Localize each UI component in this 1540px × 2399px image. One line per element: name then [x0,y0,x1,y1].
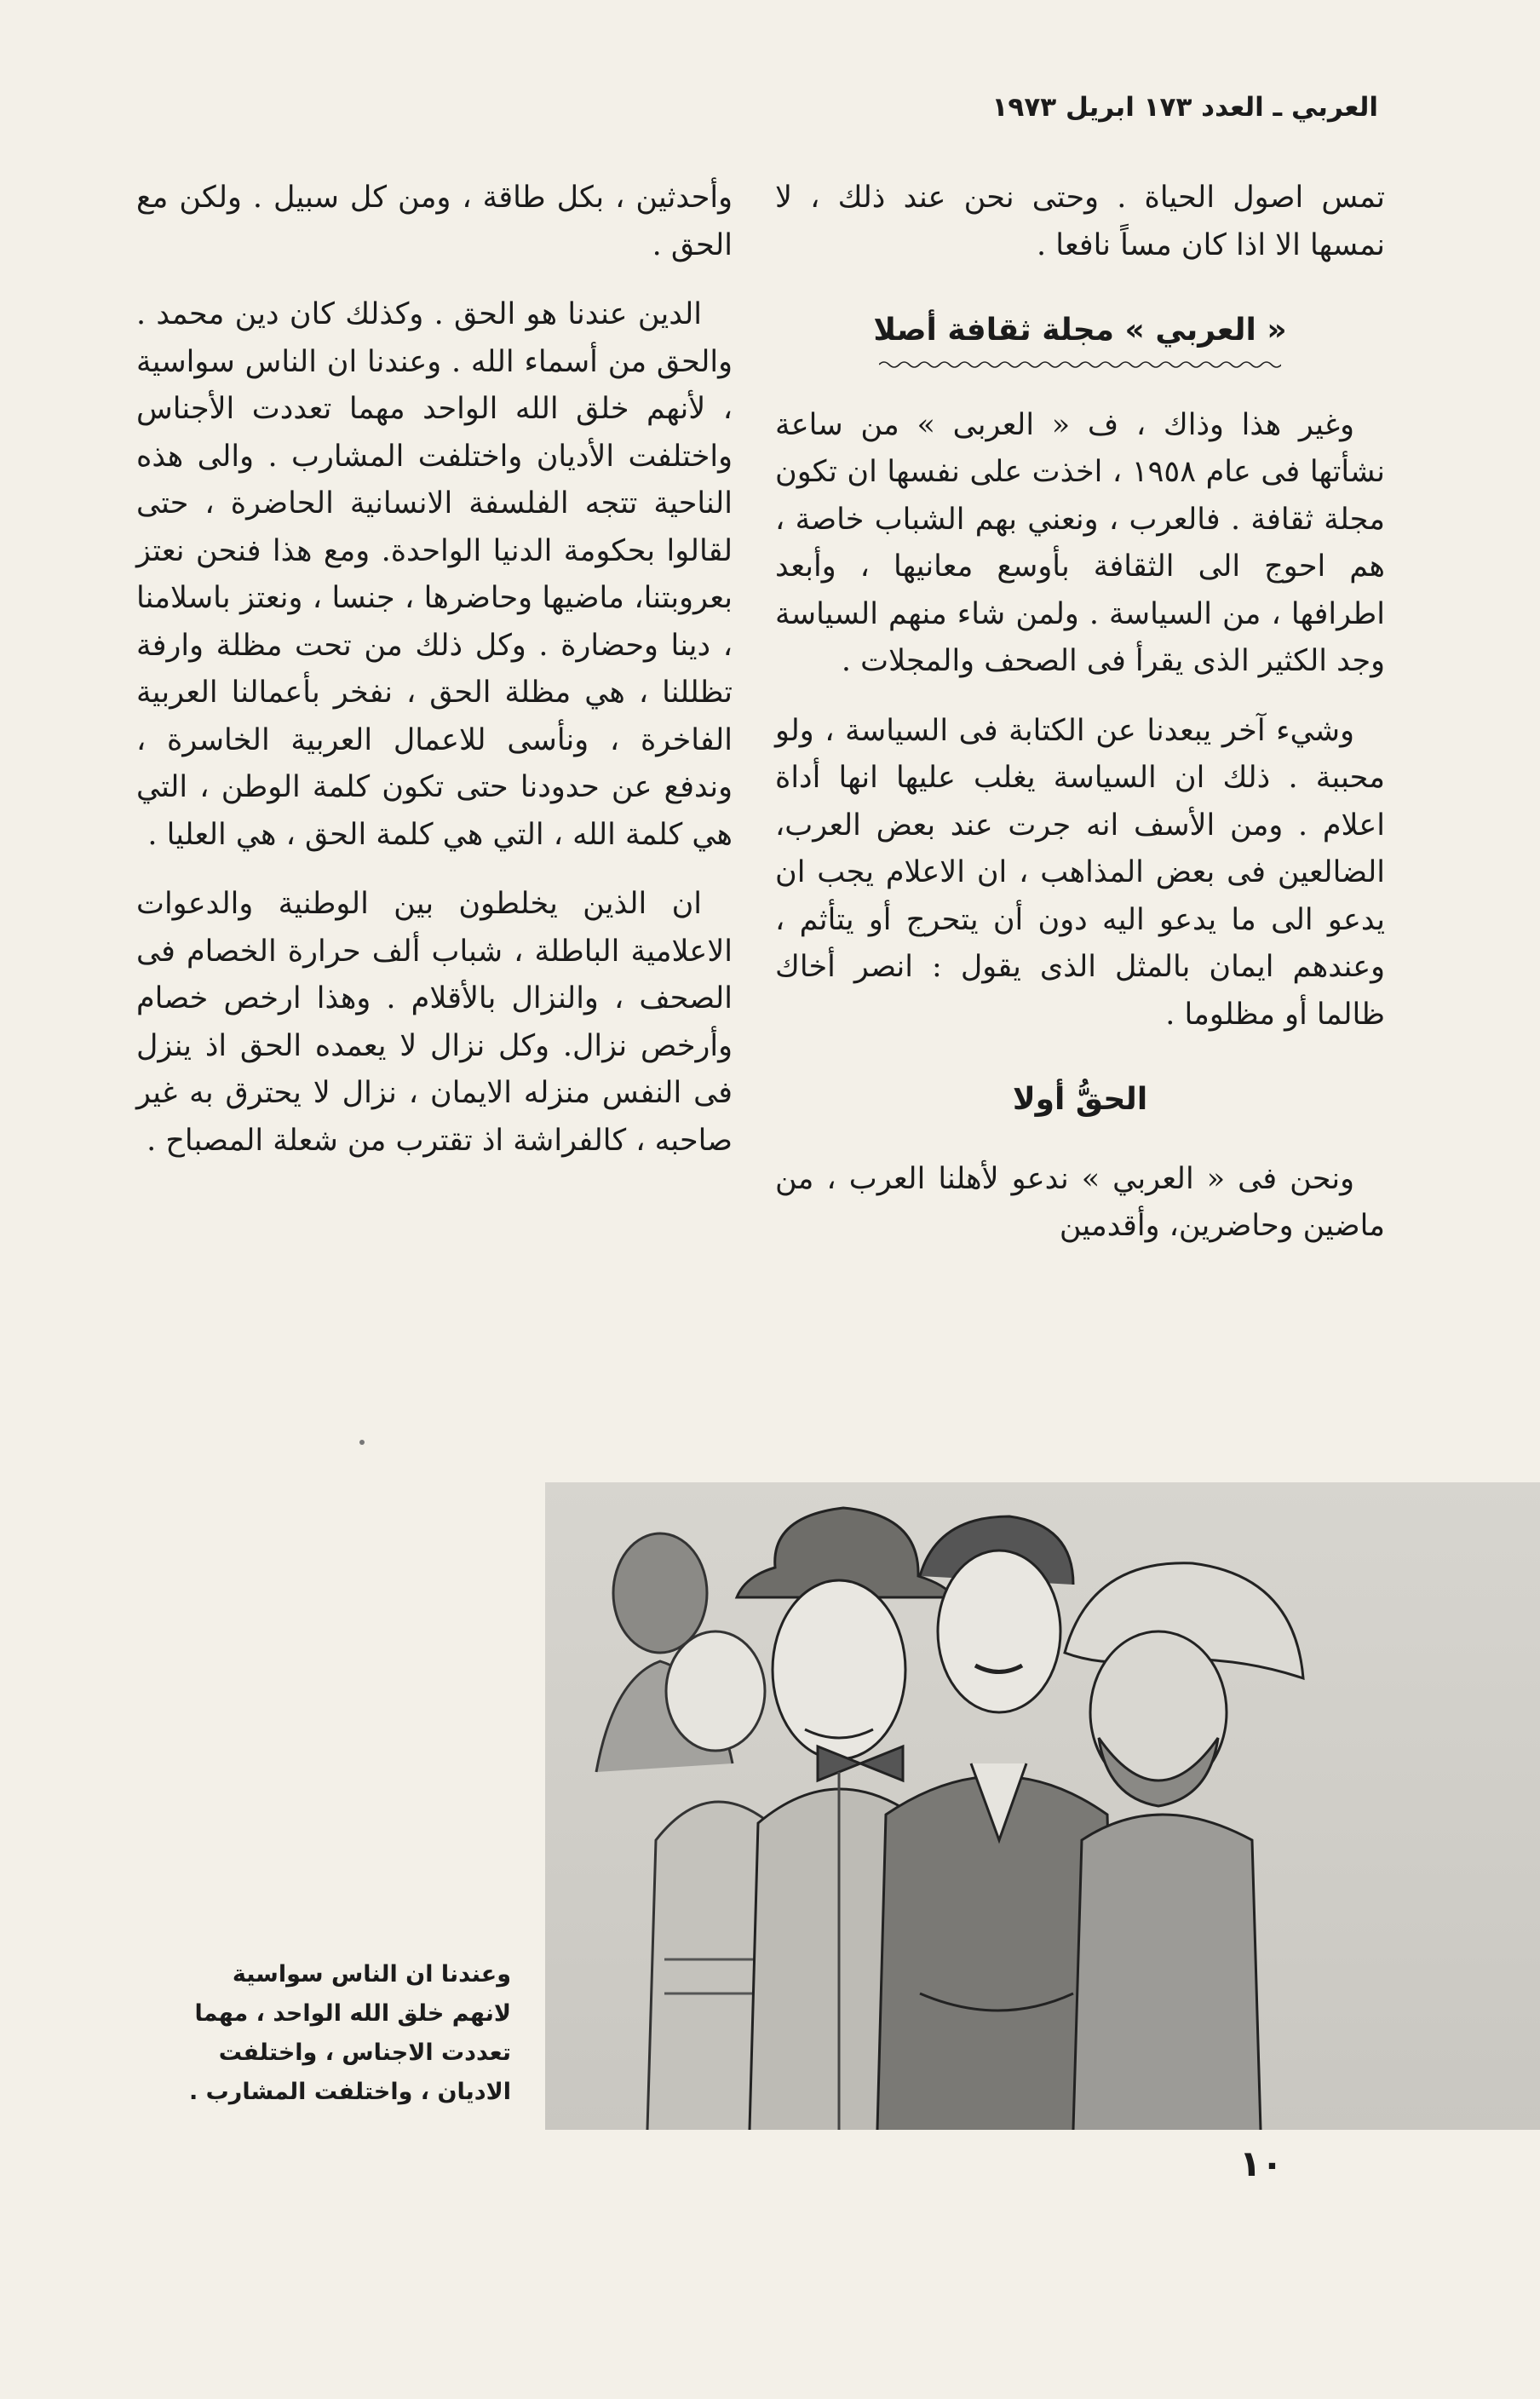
section-heading-text: الحقُّ أولا [1012,1082,1148,1117]
section-heading-arabi-culture [775,307,1385,383]
illustration-five-men [545,1482,1540,2130]
section1-paragraph-1: وغير هذا وذاك ، ف « العربى » من ساعة نشأتها فى عام ١٩٥٨ ، اخذت على نفسها ان تكون مجلة ثقافة . فالعرب ، ونعني بهم الشباب خاصة ، هم احوج الى الثقافة بأوسع معانيها ، وأبعد اطرافها ، من السياسة . ولمن شاء منهم السياسة وجد الكثير الذى يقرأ فى الصحف والمجلات . [775,407,1385,678]
section-heading-text: « العربي » مجلة ثقافة أصلا [873,313,1287,348]
page-number: ١٠ [1239,2143,1284,2184]
section2-paragraph-1: ونحن فى « العربي » ندعو لأهلنا العرب ، من ماضين وحاضرين، وأقدمين [775,1161,1385,1243]
section-heading-truth-first [775,1076,1385,1137]
section1-paragraph-2: وشيء آخر يبعدنا عن الكتابة فى السياسة ، ولو محببة . ذلك ان السياسة يغلب عليها انها أداة اعلام . ومن الأسف انه جرت عند بعض العرب، الضالعين فى بعض المذاهب ، ان الاعلام يجب ان يدعو الى ما يدعو اليه دون أن يتحرج أو يتأثم ، وعندهم ايمان بالمثل الذى يقول : انصر أخاك ظالما أو مظلوما . [775,713,1385,1032]
caption-line-4: الاديان ، واختلفت المشارب . [189,2079,511,2105]
caption-line-2: لانهم خلق الله الواحد ، مهما [194,2000,511,2027]
caption-line-1: وعندنا ان الناس سواسية [232,1961,511,1988]
wavy-underline [879,360,1282,370]
intro-paragraph: تمس اصول الحياة . وحتى نحن عند ذلك ، لا نمسها الا اذا كان مساً نافعا . [775,181,1385,262]
caption-line-3: تعددت الاجناس ، واختلفت [218,2039,511,2066]
left-paragraph-1: وأحدثين ، بكل طاقة ، ومن كل سبيل . ولكن مع الحق . [136,181,733,262]
right-column [775,175,1385,1273]
sketch-illustration [545,1482,1540,2130]
ink-dot [359,1440,365,1445]
left-paragraph-2: الدين عندنا هو الحق . وكذلك كان دين محمد . والحق من أسماء الله . وعندنا ان الناس سواسية ، لأنهم خلق الله الواحد مهما تعددت الأجناس واختلفت الأديان واختلفت المشارب . والى هذه الناحية تتجه الفلسفة الانسانية الحاضرة ، حتى لقالوا بحكومة الدنيا الواحدة. ومع هذا فنحن نعتز بعروبتنا، ماضيها وحاضرها ، جنسا ، ونعتز باسلامنا ، دينا وحضارة . وكل ذلك من تحت مظلة وارفة تظللنا ، هي مظلة الحق ، نفخر بأعمالنا العربية الفاخرة ، ونأسى للاعمال العربية الخاسرة ، وندفع عن حدودنا حتى تكون كلمة الوطن ، التي هي كلمة الله ، التي هي كلمة الحق ، هي العليا . [136,297,733,852]
left-column [136,175,733,1187]
illustration-caption [111,1955,511,2112]
running-header: العربي ـ العدد ١٧٣ ابريل ١٩٧٣ [991,92,1378,123]
left-paragraph-3: ان الذين يخلطون بين الوطنية والدعوات الاعلامية الباطلة ، شباب ألف حرارة الخصام فى الصحف ، والنزال بالأقلام . وهذا ارخص خصام وأرخص نزال. وكل نزال لا يعمده الحق اذ ينزل فى النفس منزله الايمان ، نزال لا يحترق به غير صاحبه ، كالفراشة اذ تقترب من شعلة المصباح . [136,887,733,1158]
